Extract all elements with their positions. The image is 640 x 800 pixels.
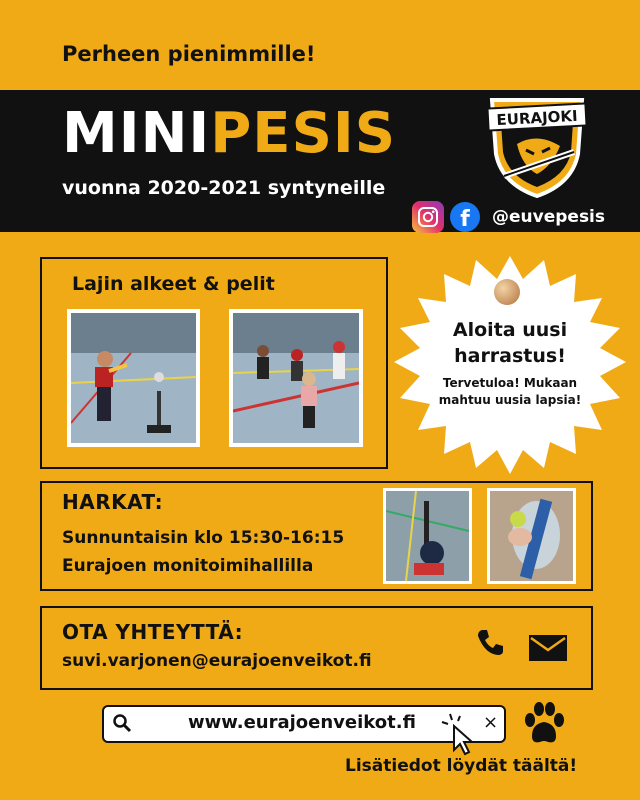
phone-icon[interactable] [476,628,504,656]
facebook-icon[interactable]: f [450,202,480,232]
more-info-text: Lisätiedot löydät täältä! [345,756,578,776]
search-icon [112,713,132,733]
pushpin-icon [494,279,520,305]
kids-game-photo [229,309,363,447]
instagram-icon[interactable] [412,201,444,233]
social-handle[interactable]: @euvepesis [492,207,606,227]
mail-icon[interactable] [528,634,568,662]
page-title [62,101,397,166]
website-url[interactable]: www.eurajoenveikot.fi [188,712,416,733]
practice-time: Sunnuntaisin klo 15:30-16:15 [62,528,345,548]
tagline: Perheen pienimmille! [62,42,316,66]
contact-email[interactable]: suvi.varjonen@eurajoenveikot.fi [62,651,372,671]
subtitle: vuonna 2020-2021 syntyneille [62,177,386,199]
contact-box [40,606,593,690]
paw-icon [520,700,568,746]
logo-text: EURAJOKI [496,106,579,130]
contact-heading: OTA YHTEYTTÄ: [62,620,244,644]
club-logo [482,94,592,198]
close-icon[interactable]: × [483,712,499,733]
kid-batting-photo [67,309,200,447]
callout-text: Tervetuloa! Mukaan mahtuu uusia lapsia! [438,376,582,408]
child-with-ball-photo [487,488,576,584]
batting-tee-photo [383,488,472,584]
title-part-pesis: PESIS [210,101,397,166]
callout-heading: Aloita uusi harrastus! [452,319,568,367]
title-part-mini: MINI [62,101,211,166]
practice-place: Eurajoen monitoimihallilla [62,556,314,576]
social-row [412,201,605,233]
cursor-icon [440,712,484,756]
basics-title: Lajin alkeet & pelit [72,273,275,295]
practice-heading: HARKAT: [62,490,164,514]
